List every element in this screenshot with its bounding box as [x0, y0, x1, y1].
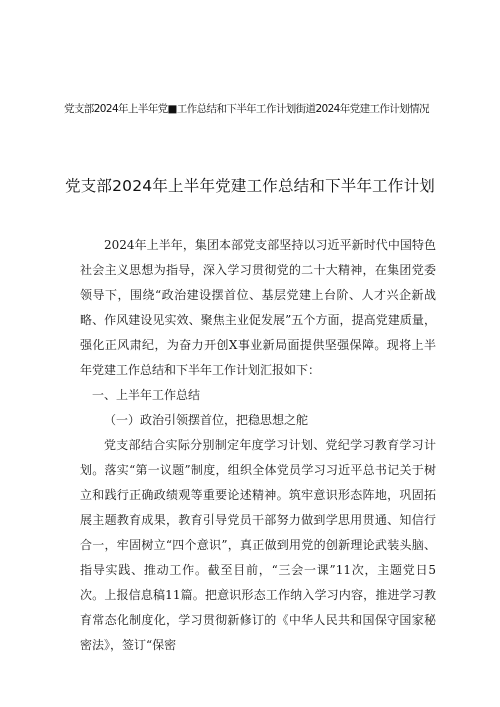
body-paragraph: 党支部结合实际分别制定年度学习计划、党纪学习教育学习计划。落实“第一议题”制度，组织全体党员学习习近平总书记关于树立和践行正确政绩观等重要论述精神。筑牢意识形态阵地，巩固拓展主题教育成果，教育引导党员干部努力做到学思用贯通、知信行合一，牢固树立“四个意识”，真正做到用党的创新理论武装头脑、指导实践、推动工作。截至目前，“三会一课”11次，主题党日5次。上报信息稿11篇。把意识形态工作纳入学习内容，推进学习教育常态化制度化，学习贯彻新修订的《中华人民共和国保守国家秘密法》，签订“保密	[80, 438, 436, 652]
document-body	[80, 233, 436, 658]
section-heading: 一、上半年工作总结	[92, 388, 201, 402]
document-title: 党支部2024年上半年党建工作总结和下半年工作计划	[65, 177, 435, 195]
intro-paragraph: 2024年上半年，集团本部党支部坚持以习近平新时代中国特色社会主义思想为指导，深入学习贯彻党的二十大精神，在集团党委领导下，围绕“政治建设摆首位、基层党建上台阶、人才兴企新战略、作风建设见实效、聚焦主业促发展”五个方面，提高党建质量，强化正风肃纪，为奋力开创X事业新局面提供坚强保障。现将上半年党建工作总结和下半年工作计划汇报如下：	[80, 238, 436, 377]
running-header: 党支部2024年上半年党■工作总结和下半年工作计划街道2024年党建工作计划情况	[64, 103, 429, 115]
subsection-heading: （一）政治引领摆首位，把稳思想之舵	[104, 413, 309, 427]
